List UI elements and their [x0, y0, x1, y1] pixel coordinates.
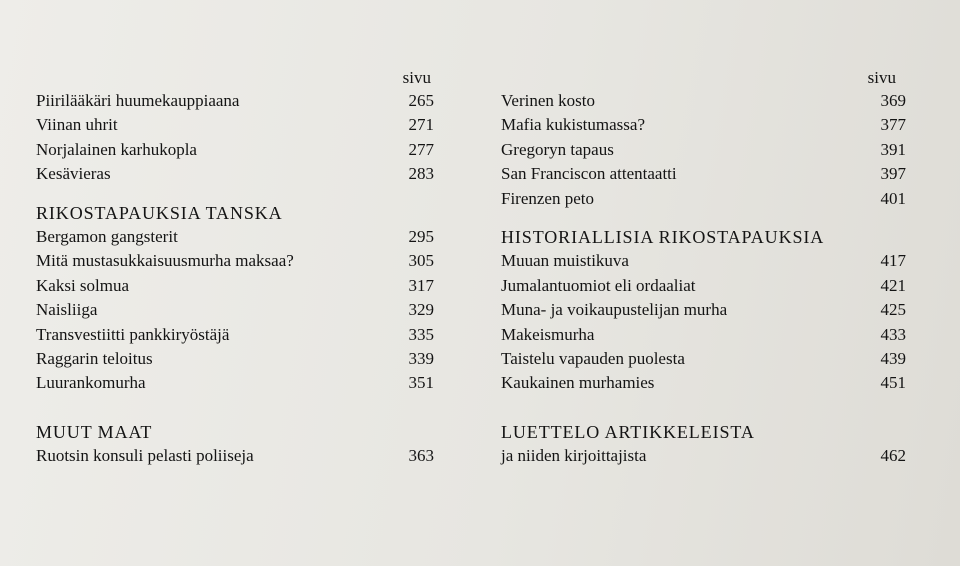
toc-entry — [501, 249, 906, 273]
toc-entry — [36, 89, 434, 113]
page-column-header: sivu — [402, 68, 431, 87]
toc-entry — [36, 162, 434, 186]
entry-title: Muna- ja voikaupustelijan murha — [501, 300, 728, 320]
entry-page-number: 317 — [408, 275, 434, 295]
entry-title: Mafia kukistumassa? — [501, 115, 645, 135]
entry-page-number: 265 — [408, 91, 434, 110]
toc-entry — [36, 249, 434, 273]
entry-page-number: 377 — [880, 115, 906, 135]
entry-page-number: 369 — [880, 91, 906, 110]
toc-group — [501, 89, 906, 211]
entry-page-number: 433 — [880, 324, 906, 344]
toc-group — [36, 444, 434, 468]
toc-group — [36, 89, 434, 187]
toc-entry — [36, 444, 434, 468]
entry-title: Mitä mustasukkaisuusmurha maksaa? — [36, 251, 294, 271]
entry-title: Kaukainen murhamies — [501, 373, 655, 393]
toc-entry — [501, 113, 906, 137]
entry-title: Kesävieras — [36, 164, 111, 184]
entry-page-number: 421 — [880, 275, 906, 295]
entry-title: San Franciscon attentaatti — [501, 164, 677, 184]
entry-page-number: 425 — [880, 300, 906, 320]
toc-entry — [501, 89, 906, 113]
toc-entry — [36, 113, 434, 137]
entry-title: Firenzen peto — [501, 188, 594, 208]
entry-page-number: 339 — [408, 348, 434, 368]
entry-title: Taistelu vapauden puolesta — [501, 348, 685, 368]
entry-page-number: 329 — [408, 300, 434, 320]
entry-page-number: 451 — [880, 373, 906, 393]
entry-title: ja niiden kirjoittajista — [501, 446, 647, 466]
entry-page-number: 335 — [408, 324, 434, 344]
toc-entry — [36, 323, 434, 347]
toc-entry — [501, 347, 906, 371]
toc-entry — [501, 138, 906, 162]
page-column-header: sivu — [867, 68, 896, 87]
entry-title: Transvestiitti pankkiryöstäjä — [36, 324, 230, 344]
entry-title: Naisliiga — [36, 300, 98, 320]
entry-page-number: 305 — [408, 251, 434, 271]
entry-title: Bergamon gangsterit — [36, 226, 178, 246]
toc-entry — [501, 371, 906, 395]
toc-entry — [36, 138, 434, 162]
entry-page-number: 391 — [880, 139, 906, 159]
entry-title: Luurankomurha — [36, 373, 146, 393]
toc-entry — [36, 274, 434, 298]
entry-page-number: 397 — [880, 164, 906, 184]
entry-page-number: 295 — [408, 226, 434, 246]
toc-entry — [501, 274, 906, 298]
section-heading: LUETTELO ARTIKKELEISTA — [501, 422, 755, 443]
entry-page-number: 351 — [408, 373, 434, 393]
entry-title: Piirilääkäri huumekauppiaana — [36, 91, 240, 110]
toc-entry — [36, 371, 434, 395]
toc-entry — [501, 323, 906, 347]
entry-title: Ruotsin konsuli pelasti poliiseja — [36, 446, 254, 466]
entry-page-number: 439 — [880, 348, 906, 368]
toc-entry — [501, 444, 906, 468]
entry-page-number: 271 — [408, 115, 434, 135]
entry-title: Makeismurha — [501, 324, 595, 344]
entry-page-number: 277 — [408, 139, 434, 159]
entry-title: Norjalainen karhukopla — [36, 139, 197, 159]
section-heading: HISTORIALLISIA RIKOSTAPAUKSIA — [501, 226, 825, 247]
entry-title: Raggarin teloitus — [36, 348, 153, 368]
entry-page-number: 462 — [880, 446, 906, 466]
section-heading: RIKOSTAPAUKSIA TANSKA — [36, 202, 283, 223]
entry-title: Kaksi solmua — [36, 275, 130, 295]
entry-title: Jumalantuomiot eli ordaaliat — [501, 275, 696, 295]
toc-right-column — [501, 67, 906, 469]
toc-left-column — [36, 67, 434, 469]
toc-group — [36, 225, 434, 396]
entry-title: Gregoryn tapaus — [501, 139, 614, 159]
toc-group — [501, 249, 906, 395]
entry-title: Viinan uhrit — [36, 115, 118, 135]
entry-page-number: 417 — [880, 251, 906, 271]
entry-page-number: 283 — [408, 164, 434, 184]
toc-entry — [36, 298, 434, 322]
entry-title: Muuan muistikuva — [501, 251, 629, 271]
toc-entry — [501, 187, 906, 211]
entry-page-number: 363 — [408, 446, 434, 466]
toc-entry — [36, 347, 434, 371]
entry-title: Verinen kosto — [501, 91, 595, 110]
toc-group — [501, 444, 906, 468]
toc-entry — [36, 225, 434, 249]
section-heading: MUUT MAAT — [36, 422, 153, 443]
toc-entry — [501, 162, 906, 186]
entry-page-number: 401 — [880, 188, 906, 208]
toc-entry — [501, 298, 906, 322]
